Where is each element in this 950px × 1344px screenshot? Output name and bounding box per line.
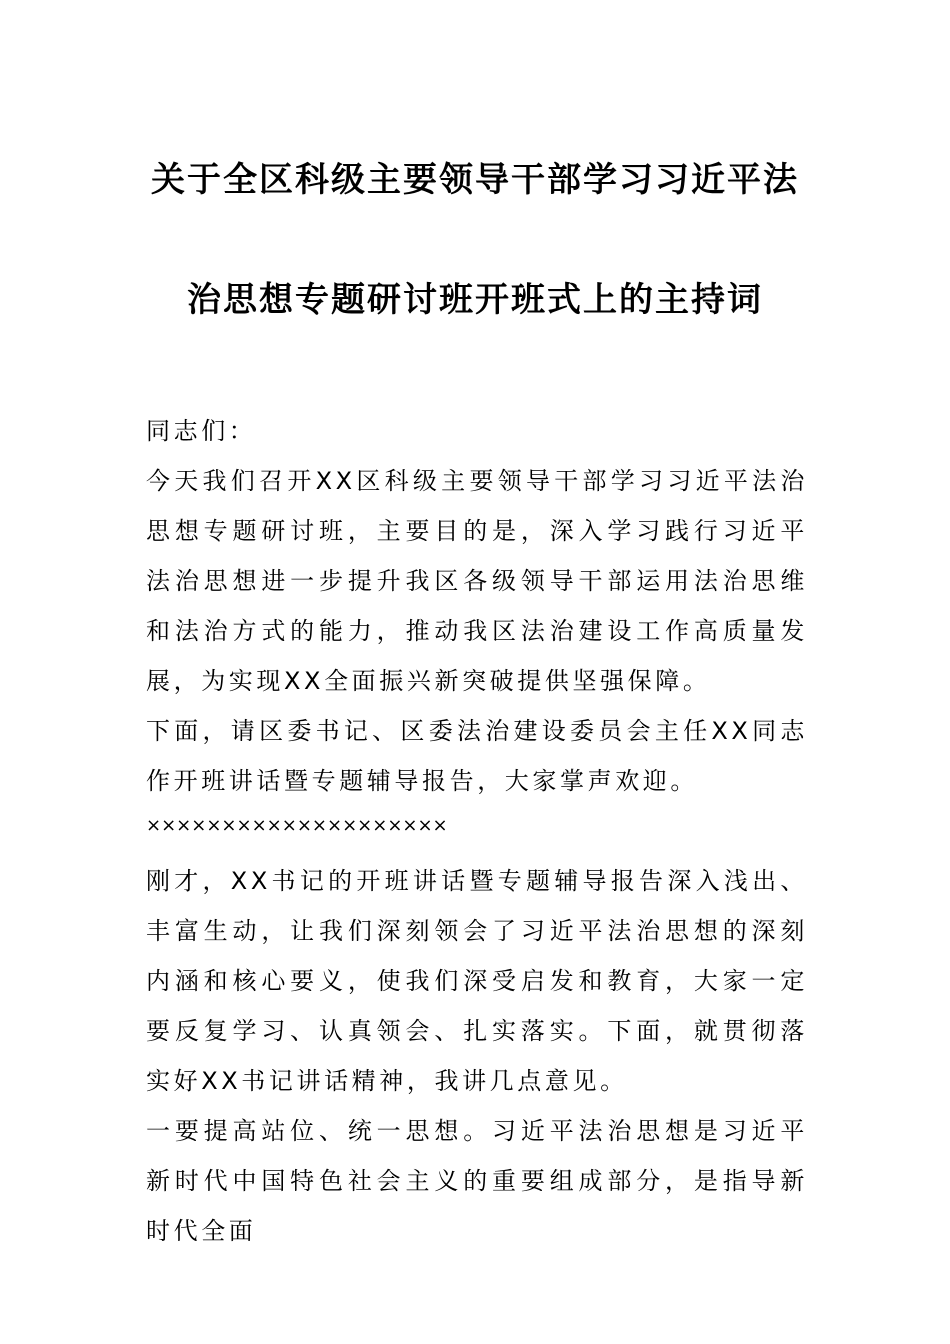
separator-line: ×××××××××××××××××××× — [146, 815, 448, 836]
greeting: 同志们： — [146, 417, 257, 445]
paragraph: 刚才，XX书记的开班讲话暨专题辅导报告深入浅出、丰富生动，让我们深刻领会了习近平法治思想的深刻内涵和核心要义，使我们深受启发和教育，大家一定要反复学习、认真领会、扎实落实。下面，就贯彻落实好XX书记讲话精神，我讲几点意见。 — [146, 867, 808, 1095]
paragraph: 今天我们召开XX区科级主要领导干部学习习近平法治思想专题研讨班，主要目的是，深入学习践行习近平法治思想进一步提升我区各级领导干部运用法治思维和法治方式的能力，推动我区法治建设工作高质量发展，为实现XX全面振兴新突破提供坚强保障。 — [146, 467, 808, 695]
paragraph: 一要提高站位、统一思想。习近平法治思想是习近平新时代中国特色社会主义的重要组成部分，是指导新时代全面 — [146, 1117, 808, 1245]
document-title-line-2: 治思想专题研讨班开班式上的主持词 — [187, 280, 763, 320]
paragraph: 下面，请区委书记、区委法治建设委员会主任XX同志作开班讲话暨专题辅导报告，大家掌声欢迎。 — [146, 717, 808, 795]
document-title-line-1: 关于全区科级主要领导干部学习习近平法 — [151, 160, 799, 200]
